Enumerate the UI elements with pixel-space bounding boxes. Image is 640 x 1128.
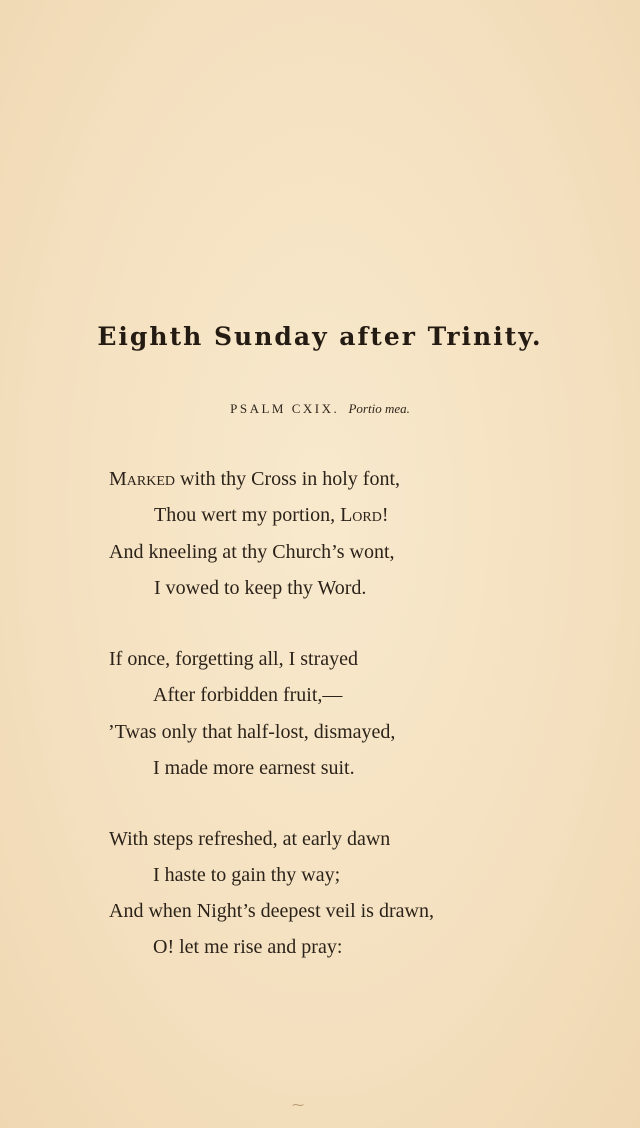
- poem-line: I vowed to keep thy Word.: [154, 577, 367, 599]
- printer-ornament: ⁓: [292, 1098, 304, 1112]
- psalm-reference: [0, 401, 640, 417]
- poem-line: I made more earnest suit.: [153, 757, 355, 779]
- poem-line: And kneeling at thy Church’s wont,: [109, 541, 395, 563]
- poem-line: With steps refreshed, at early dawn: [109, 828, 391, 850]
- poem-line: I haste to gain thy way;: [153, 864, 341, 886]
- poem-line: And when Night’s deepest veil is drawn,: [109, 900, 434, 922]
- poem-line: Thou wert my portion, Lord!: [154, 504, 389, 526]
- small-caps-word: Lord: [340, 504, 382, 526]
- poem-line: ’Twas only that half-lost, dismayed,: [108, 721, 396, 743]
- page-title: Eighth Sunday after Trinity.: [97, 322, 543, 351]
- psalm-latin-incipit: Portio mea.: [348, 401, 410, 416]
- poem-line: If once, forgetting all, I strayed: [109, 648, 358, 670]
- poem-line: After forbidden fruit,—: [153, 684, 343, 706]
- small-caps-word: Marked: [109, 468, 176, 490]
- poem-line: Marked with thy Cross in holy font,: [109, 468, 401, 490]
- psalm-number: PSALM CXIX.: [230, 401, 340, 416]
- poem-line: O! let me rise and pray:: [153, 936, 343, 958]
